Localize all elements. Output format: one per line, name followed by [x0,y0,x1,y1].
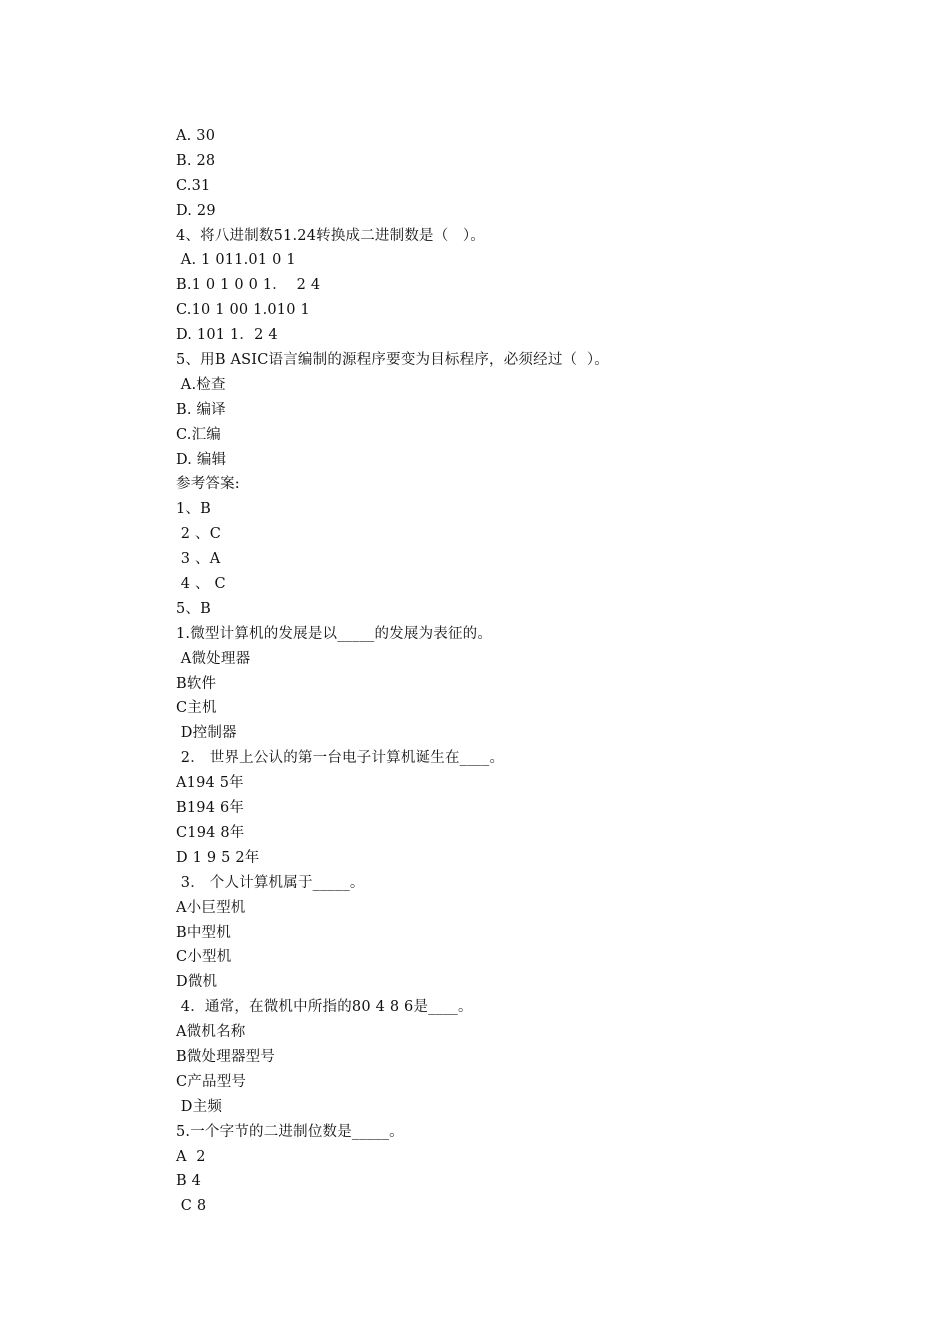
question-2-first-computer: 2． 世界上公认的第一台电子计算机诞生在____。 [176,750,505,767]
answer-line: 3 、A [176,551,221,568]
option-a-line: A 2 [176,1148,206,1165]
option-a-line: A. 1 011.01 0 1 [176,252,296,269]
option-b-line: B中型机 [176,924,231,941]
option-d-line: D 1 9 5 2年 [176,849,260,866]
document-body [176,124,796,1219]
option-c-line: C194 8年 [176,824,245,841]
option-d-line: D. 101 1．2 4 [176,327,278,344]
question-4-octal: 4、将八进制数51.24转换成二进制数是（ ）。 [176,227,486,244]
option-a-line: A194 5年 [176,775,244,792]
question-4-80486: 4．通常，在微机中所指的80 4 8 6是____。 [176,999,473,1016]
option-c-line: C小型机 [176,949,232,966]
option-c-line: C产品型号 [176,1073,247,1090]
option-b-line: B软件 [176,675,217,692]
option-a-line: A.检查 [176,376,226,393]
option-c-line: C.31 [176,177,211,194]
option-d-line: D微机 [176,974,218,991]
answer-key-heading: 参考答案: [176,476,240,493]
answer-line: 2 、C [176,526,222,543]
option-c-line: C.10 1 00 1.010 1 [176,302,310,319]
option-b-line: B194 6年 [176,800,245,817]
option-b-line: B. 编译 [176,401,226,418]
option-a-line: A小巨型机 [176,899,246,916]
question-3-personal-computer: 3． 个人计算机属于_____。 [176,874,365,891]
option-a-line: A微处理器 [176,650,251,667]
option-c-line: C主机 [176,700,217,717]
answer-line: 5、B [176,600,211,617]
option-d-line: D. 编辑 [176,451,227,468]
option-d-line: D控制器 [176,725,237,742]
option-b-line: B. 28 [176,152,216,169]
question-1-microcomputer: 1.微型计算机的发展是以_____的发展为表征的。 [176,625,493,642]
question-5-basic: 5、用B ASIC语言编制的源程序要变为目标程序，必须经过（ ）。 [176,352,609,369]
option-d-line: D. 29 [176,202,216,219]
option-b-line: B.1 0 1 0 0 1． 2 4 [176,277,321,294]
option-c-line: C.汇编 [176,426,221,443]
answer-line: 1、B [176,501,211,518]
option-d-line: D主频 [176,1098,223,1115]
option-c-line: C 8 [176,1198,207,1215]
question-5-byte-bits: 5.一个字节的二进制位数是_____。 [176,1123,404,1140]
answer-line: 4 、 C [176,576,226,593]
option-b-line: B微处理器型号 [176,1048,276,1065]
option-a-line: A. 30 [176,128,216,144]
option-b-line: B 4 [176,1173,202,1190]
option-a-line: A微机名称 [176,1024,246,1041]
